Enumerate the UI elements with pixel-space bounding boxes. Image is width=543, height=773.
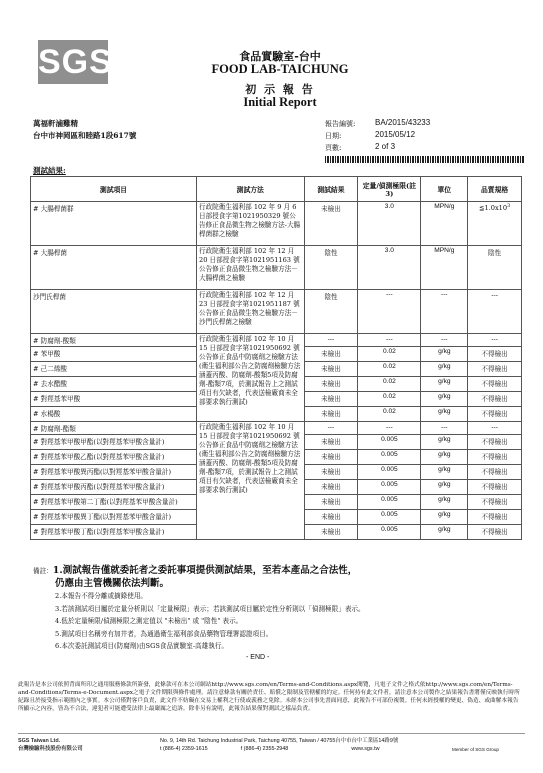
spec-value: 不得檢出: [481, 468, 508, 476]
header-result: 測試結果: [304, 177, 358, 202]
footer-company-zh: 台灣檢驗科技股份有限公司: [18, 746, 83, 752]
result-cell: 未檢出: [304, 480, 358, 495]
spec-cell: [468, 202, 522, 246]
limit-cell: 3.0: [358, 202, 421, 246]
empty-cell: ---: [421, 422, 468, 435]
header-item: 測試項目: [31, 177, 197, 202]
report-type-zh: 初 示 報 告: [245, 83, 315, 96]
section-row: [31, 422, 522, 435]
end-marker: - END -: [246, 654, 270, 661]
header-limit: 定量/偵測極限(註3): [358, 177, 421, 202]
item-cell: # 對羥基苯甲酸丁酯(以對羥基苯甲酸含量計): [31, 525, 197, 540]
unit-cell: g/kg: [421, 465, 468, 480]
item-cell: # 大腸桿菌: [31, 246, 197, 290]
footer-divider: [18, 733, 525, 734]
footer-web[interactable]: www.sgs.tw: [351, 746, 380, 752]
spec-cell: [468, 362, 522, 377]
empty-cell: ---: [421, 334, 468, 347]
table-row: [31, 246, 522, 290]
header-spec: 品質規格: [468, 177, 522, 202]
item-cell: # 去水醋酸: [31, 377, 197, 392]
footer-company: [18, 737, 83, 753]
item-cell: # 對羥基苯甲酸異丙酯(以對羥基苯甲酸含量計): [31, 465, 197, 480]
limit-cell: 0.02: [358, 347, 421, 362]
spec-cell: [468, 510, 522, 525]
spec-cell: [468, 347, 522, 362]
report-no-label: 報告編號:: [325, 120, 356, 128]
spec-cell: [468, 450, 522, 465]
table-row: [31, 290, 522, 334]
footer-address-en: No. 9, 14th Rd. Taichung Industrial Park, Taichung 40755, Taiwan / 40755台中市台中工業區14路9號: [160, 738, 399, 744]
footer-tel: t (886-4) 2359-1615: [160, 746, 208, 752]
spec-value: 不得檢出: [481, 513, 508, 521]
spec-value: ≦1.0x10: [478, 204, 508, 213]
empty-cell: ---: [358, 422, 421, 435]
header-method: 測試方法: [197, 177, 305, 202]
note-3: 3.若該測試項目屬於定量分析則以「定量極限」表示；若該測試項目屬於定性分析則以「偵測極限」表示。: [55, 604, 365, 613]
spec-value: 不得檢出: [481, 380, 508, 388]
note-1-cont: 仍應由主管機關依法判斷。: [55, 577, 170, 589]
result-cell: 陰性: [304, 290, 358, 334]
note-1: 1.測試報告僅就委託者之委託事項提供測試結果，至若本產品之合法性，: [52, 565, 358, 576]
spec-cell: [468, 377, 522, 392]
item-cell: # 對羥基苯甲酸異丁酯(以對羥基苯甲酸含量計): [31, 510, 197, 525]
table-row: [31, 202, 522, 246]
item-cell: # 苯甲酸: [31, 347, 197, 362]
spec-value: ---: [491, 291, 498, 299]
limit-cell: 0.02: [358, 377, 421, 392]
unit-cell: g/kg: [421, 362, 468, 377]
result-cell: 未檢出: [304, 392, 358, 407]
notes: [33, 565, 523, 653]
spec-cell: [468, 480, 522, 495]
result-cell: 未檢出: [304, 202, 358, 246]
spec-cell: [468, 246, 522, 290]
footer-member: Member of SGS Group: [452, 747, 499, 752]
limit-cell: 0.005: [358, 465, 421, 480]
limit-cell: 0.005: [358, 435, 421, 450]
unit-cell: g/kg: [421, 510, 468, 525]
spec-cell: [468, 392, 522, 407]
lab-name-zh: 食品實驗室-台中: [239, 50, 321, 63]
footer-address: [160, 737, 460, 753]
spec-value: 不得檢出: [481, 350, 508, 358]
barcode: [325, 156, 525, 163]
spec-value: 不得檢出: [481, 438, 508, 446]
spec-cell: [468, 435, 522, 450]
result-cell: 未檢出: [304, 347, 358, 362]
limit-cell: 0.02: [358, 407, 421, 422]
item-cell: # 對羥基苯甲酸乙酯(以對羥基苯甲酸含量計): [31, 450, 197, 465]
spec-cell: [468, 465, 522, 480]
table-header-row: [31, 177, 522, 202]
results-title: 測試結果:: [33, 166, 66, 175]
spec-value: 不得檢出: [481, 395, 508, 403]
footer-fax: f (886-4) 2355-2948: [240, 746, 289, 752]
item-cell: # 對羥基苯甲酸第二丁酯(以對羥基苯甲酸含量計): [31, 495, 197, 510]
section-label: # 防腐劑-酸類: [31, 334, 197, 347]
limit-cell: 0.005: [358, 480, 421, 495]
sgs-logo: SGS: [38, 40, 108, 84]
limit-cell: 0.005: [358, 495, 421, 510]
limit-cell: 3.0: [358, 246, 421, 290]
result-cell: 未檢出: [304, 465, 358, 480]
item-cell: # 對羥基苯甲酸: [31, 392, 197, 407]
report-no-value: BA/2015/43233: [375, 118, 431, 127]
method-cell: 行政院衛生福利部 102 年 12 月 20 日部授食字第1021951163 號公告修正食品微生物之檢驗方法－大腸桿菌之檢驗: [197, 246, 305, 290]
date-value: 2015/05/12: [375, 130, 416, 139]
unit-cell: g/kg: [421, 377, 468, 392]
result-cell: 未檢出: [304, 435, 358, 450]
notes-label: 備註：: [33, 567, 53, 575]
spec-value: 不得檢出: [481, 483, 508, 491]
spec-cell: [468, 407, 522, 422]
note-2: 2.本報告不得分離或摘錄使用。: [55, 592, 148, 600]
method-cell: 行政院衛生福利部 102 年 12 月 23 日部授食字第1021951187 號公告修正食品微生物之檢驗方法－沙門氏桿菌之檢驗: [197, 290, 305, 334]
section-row: [31, 334, 522, 347]
note-6: 6.本次委託測試項目(防腐劑)由SGS食品實驗室-高雄執行。: [55, 642, 229, 650]
note-5: 5.測試項目名稱旁有加井者，為通過衛生福利部食品藥物管理署認證項目。: [55, 629, 273, 638]
unit-cell: g/kg: [421, 435, 468, 450]
result-cell: 未檢出: [304, 495, 358, 510]
method-cell: 行政院衛生福利部 102 年 10 月 15 日部授食字第1021950692 號公告修正食品中防腐劑之檢驗方法(衛生福利部公告之防腐劑檢驗方法涵蓋丙酸、防腐劑-酸類5項及防腐劑-酯類7項，於測試報告上之測試項目有欠缺者，代表送檢廠商未全部要求執行測試): [197, 334, 305, 422]
date-label: 日期:: [325, 132, 342, 140]
disclaimer: 此報告是本公司依照背面所印之通用服務條款所簽發，此條款可在本公司網站http://www.sgs.com/en/Terms-and-Conditions.aspx閱覽，凡電子文件之格式依http://www.sgs.com/en/Terms-and-Conditions/Terms-e-Document.aspx之電子文件期限與條件處理。請注意條款有關於責任、賠償之限制及管轄權的約定。任何持有此文件者，請注意本公司製作之結果報告書將僅反映執行時所紀錄且於接受指示範圍內之事實。本公司僅對客戶負責，此文件不妨礙在交易上權利之行使或義務之免除。未經本公司事先書面同意，此報告不可部份複製。任何未經授權的變更、偽造、或曲解本報告所顯示之內容，皆為不合法，違犯者可能遭受法律上最嚴厲之追訴。除非另有說明，此報告結果僅對測試之樣品負責。: [18, 682, 520, 712]
item-cell: 沙門氏桿菌: [31, 290, 197, 334]
unit-cell: g/kg: [421, 495, 468, 510]
empty-cell: ---: [304, 422, 358, 435]
result-cell: 未檢出: [304, 450, 358, 465]
item-cell: # 大腸桿菌群: [31, 202, 197, 246]
empty-cell: ---: [304, 334, 358, 347]
unit-cell: ---: [421, 290, 468, 334]
customer-address: 台中市神岡區和睦路1段617號: [33, 131, 137, 140]
limit-cell: 0.005: [358, 510, 421, 525]
section-label: # 防腐劑-酯類: [31, 422, 197, 435]
spec-value: 不得檢出: [481, 365, 508, 373]
spec-cell: [468, 495, 522, 510]
spec-exponent: 3: [507, 203, 511, 209]
empty-cell: ---: [358, 334, 421, 347]
result-cell: 未檢出: [304, 525, 358, 540]
result-cell: 陰性: [304, 246, 358, 290]
lab-name-en: FOOD LAB-TAICHUNG: [211, 62, 349, 76]
empty-cell: ---: [468, 334, 522, 347]
spec-cell: [468, 290, 522, 334]
unit-cell: MPN/g: [421, 202, 468, 246]
unit-cell: g/kg: [421, 525, 468, 540]
empty-cell: ---: [468, 422, 522, 435]
result-cell: 未檢出: [304, 510, 358, 525]
page-label: 頁數:: [325, 144, 342, 152]
limit-cell: 0.005: [358, 450, 421, 465]
spec-value: 不得檢出: [481, 410, 508, 418]
unit-cell: g/kg: [421, 407, 468, 422]
unit-cell: g/kg: [421, 480, 468, 495]
result-cell: 未檢出: [304, 362, 358, 377]
note-4: 4.低於定量極限/偵測極限之測定值以 "未檢出" 或 "陰性" 表示。: [55, 617, 243, 625]
spec-cell: [468, 525, 522, 540]
item-cell: # 對羥基苯甲酸丙酯(以對羥基苯甲酸含量計): [31, 480, 197, 495]
spec-value: 陰性: [488, 249, 502, 257]
customer-name: 萬福軒滷雞精: [33, 119, 78, 128]
report-type-en: Initial Report: [243, 95, 317, 109]
page-value: 2 of 3: [375, 142, 396, 151]
limit-cell: 0.02: [358, 392, 421, 407]
unit-cell: g/kg: [421, 347, 468, 362]
result-cell: 未檢出: [304, 377, 358, 392]
spec-value: 不得檢出: [481, 498, 508, 506]
method-cell: 行政院衛生福利部 102 年 9 月 6 日部授食字第1021950329 號公告修正食品微生物之檢驗方法-大腸桿菌群之檢驗: [197, 202, 305, 246]
spec-value: 不得檢出: [481, 453, 508, 461]
limit-cell: ---: [358, 290, 421, 334]
results-table: [30, 176, 522, 540]
result-cell: 未檢出: [304, 407, 358, 422]
unit-cell: MPN/g: [421, 246, 468, 290]
limit-cell: 0.005: [358, 525, 421, 540]
item-cell: # 己二烯酸: [31, 362, 197, 377]
unit-cell: g/kg: [421, 392, 468, 407]
header-unit: 單位: [421, 177, 468, 202]
footer-company-en: SGS Taiwan Ltd.: [18, 738, 61, 744]
method-cell: 行政院衛生福利部 102 年 10 月 15 日部授食字第1021950692 號公告修正食品中防腐劑之檢驗方法(衛生福利部公告之防腐劑檢驗方法涵蓋丙酸、防腐劑-酸類5項及防腐劑-酯類7項，於測試報告上之測試項目有欠缺者，代表送檢廠商未全部要求執行測試): [197, 422, 305, 540]
item-cell: # 水楊酸: [31, 407, 197, 422]
spec-value: 不得檢出: [481, 528, 508, 536]
unit-cell: g/kg: [421, 450, 468, 465]
limit-cell: 0.02: [358, 362, 421, 377]
item-cell: # 對羥基苯甲酸甲酯(以對羥基苯甲酸含量計): [31, 435, 197, 450]
